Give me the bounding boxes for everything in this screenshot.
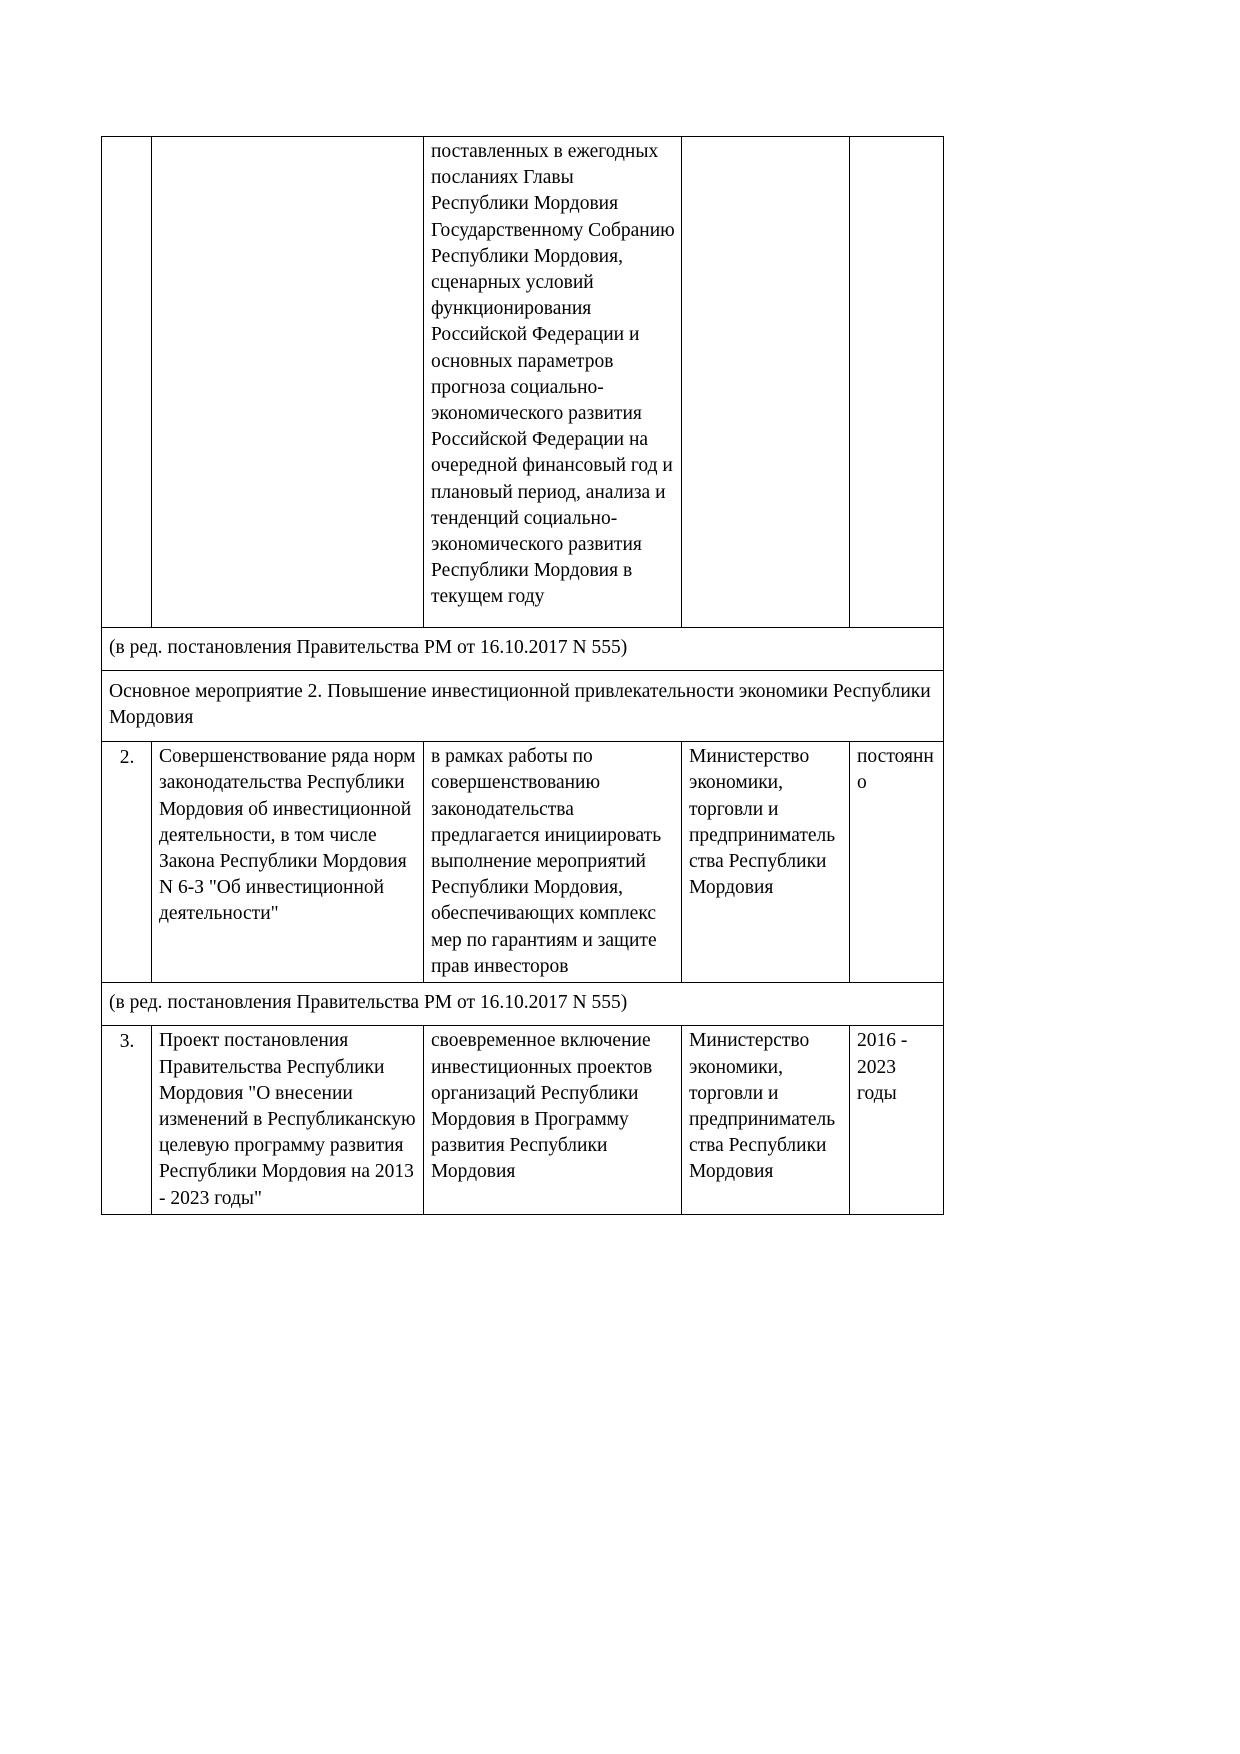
cell-number: 3. — [102, 1026, 152, 1214]
cell-period: 2016 - 2023 годы — [850, 1026, 944, 1214]
cell-measure — [152, 137, 424, 628]
table-row-note — [102, 627, 944, 670]
program-measures-table — [101, 136, 944, 1215]
cell-number: 2. — [102, 742, 152, 983]
cell-responsible — [682, 137, 850, 628]
cell-description: своевременное включение инвестиционных проектов организаций Республики Мордовия в Программу развития Республики Мордовия — [424, 1026, 682, 1214]
cell-measure: Проект постановления Правительства Республики Мордовия "О внесении изменений в Республиканскую целевую программу развития Республики Мордовия на 2013 - 2023 годы" — [152, 1026, 424, 1214]
cell-description: поставленных в ежегодных посланиях Главы Республики Мордовия Государственному Собранию Республики Мордовия, сценарных условий функционирования Российской Федерации и основных параметров прогноза социально-экономического развития Российской Федерации на очередной финансовый год и плановый период, анализа и тенденций социально-экономического развития Республики Мордовия в текущем году — [424, 137, 682, 628]
cell-responsible: Министерство экономики, торговли и предпринимательства Республики Мордовия — [682, 1026, 850, 1214]
table-row-note — [102, 983, 944, 1026]
table-row-section — [102, 670, 944, 741]
section-heading: Основное мероприятие 2. Повышение инвестиционной привлекательности экономики Республики Мордовия — [102, 670, 944, 741]
table-row — [102, 742, 944, 983]
table-row — [102, 137, 944, 628]
cell-period: постоянно — [850, 742, 944, 983]
table-row — [102, 1026, 944, 1214]
editorial-note: (в ред. постановления Правительства РМ от 16.10.2017 N 555) — [102, 983, 944, 1026]
cell-period — [850, 137, 944, 628]
cell-description: в рамках работы по совершенствованию законодательства предлагается инициировать выполнение мероприятий Республики Мордовия, обеспечивающих комплекс мер по гарантиям и защите прав инвесторов — [424, 742, 682, 983]
editorial-note: (в ред. постановления Правительства РМ от 16.10.2017 N 555) — [102, 627, 944, 670]
cell-number — [102, 137, 152, 628]
cell-measure: Совершенствование ряда норм законодательства Республики Мордовия об инвестиционной деятельности, в том числе Закона Республики Мордовия N 6-З "Об инвестиционной деятельности" — [152, 742, 424, 983]
cell-responsible: Министерство экономики, торговли и предпринимательства Республики Мордовия — [682, 742, 850, 983]
